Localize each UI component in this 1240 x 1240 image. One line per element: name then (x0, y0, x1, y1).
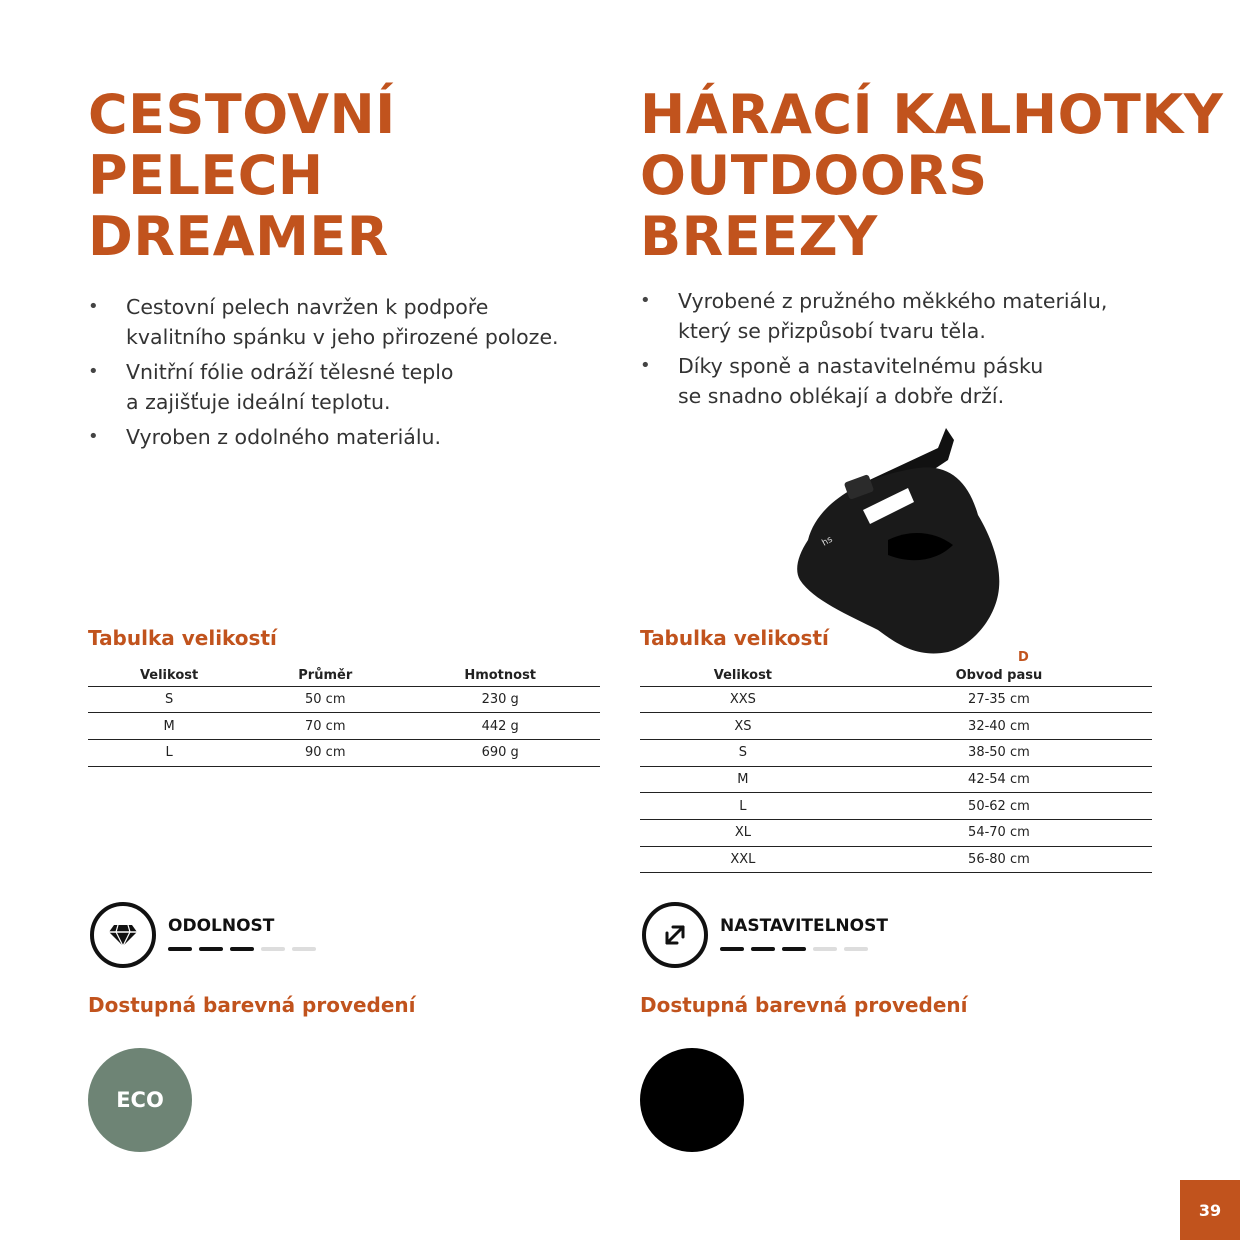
product-title: CESTOVNÍ PELECH DREAMER (88, 83, 396, 268)
table-row: L 90 cm 690 g (88, 739, 600, 766)
page-number: 39 (1180, 1180, 1240, 1240)
table-row: M 70 cm 442 g (88, 713, 600, 740)
rating-dash (844, 947, 868, 951)
color-swatch-eco[interactable]: ECO (88, 1048, 192, 1152)
size-table (640, 664, 1152, 873)
rating-dash (199, 947, 223, 951)
list-item: • Vyroben z odolného materiálu. (88, 422, 608, 452)
size-table-heading: Tabulka velikostí (88, 626, 277, 650)
table-row: M 42-54 cm (640, 766, 1152, 793)
rating-bar (720, 947, 868, 951)
rating-dash (292, 947, 316, 951)
rating-dash (230, 947, 254, 951)
colors-heading: Dostupná barevná provedení (88, 993, 416, 1017)
feature-list (640, 286, 1160, 416)
size-table-heading: Tabulka velikostí (640, 626, 829, 650)
table-row: XL 54-70 cm (640, 819, 1152, 846)
feature-label: ODOLNOST (168, 916, 275, 936)
diamond-icon (90, 902, 156, 968)
table-row: S 38-50 cm (640, 739, 1152, 766)
resize-arrows-icon (642, 902, 708, 968)
feature-label: NASTAVITELNOST (720, 916, 888, 936)
rating-dash (168, 947, 192, 951)
table-header-row: Velikost Průměr Hmotnost (88, 664, 600, 686)
size-table (88, 664, 600, 767)
table-row: L 50-62 cm (640, 793, 1152, 820)
color-swatch-black[interactable] (640, 1048, 744, 1152)
table-row: XS 32-40 cm (640, 713, 1152, 740)
list-item: • Cestovní pelech navržen k podpoře kvalitního spánku v jeho přirozené poloze. (88, 292, 608, 352)
product-image (788, 420, 1008, 660)
list-item: • Vnitřní fólie odráží tělesné teplo a zajišťuje ideální teplotu. (88, 357, 608, 417)
svg-text:hs: hs (820, 534, 835, 549)
table-row: S 50 cm 230 g (88, 686, 600, 713)
rating-bar (168, 947, 316, 951)
photo-marker: D (1018, 650, 1029, 665)
table-row: XXL 56-80 cm (640, 846, 1152, 873)
table-header-row: Velikost Obvod pasu (640, 664, 1152, 686)
product-title: HÁRACÍ KALHOTKY OUTDOORS BREEZY (640, 83, 1224, 268)
list-item: • Díky sponě a nastavitelnému pásku se snadno oblékají a dobře drží. (640, 351, 1160, 411)
colors-heading: Dostupná barevná provedení (640, 993, 968, 1017)
rating-dash (813, 947, 837, 951)
feature-list (88, 292, 608, 457)
rating-dash (751, 947, 775, 951)
list-item: • Vyrobené z pružného měkkého materiálu, který se přizpůsobí tvaru těla. (640, 286, 1160, 346)
table-row: XXS 27-35 cm (640, 686, 1152, 713)
rating-dash (261, 947, 285, 951)
rating-dash (782, 947, 806, 951)
rating-dash (720, 947, 744, 951)
